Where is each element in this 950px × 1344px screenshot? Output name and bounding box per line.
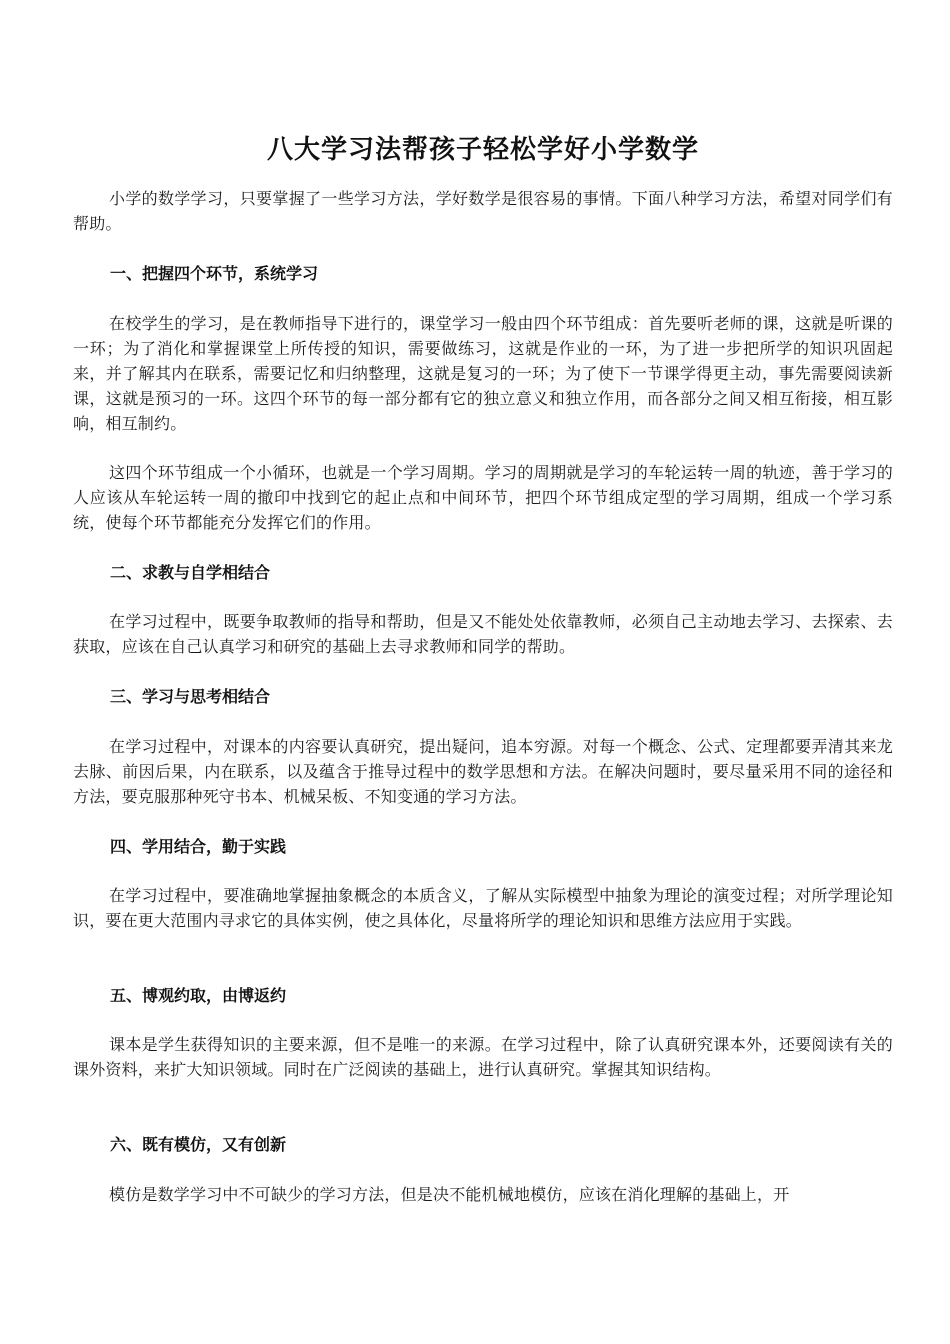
section-heading-5: 五、博观约取，由博返约: [110, 986, 287, 1005]
intro-paragraph: 小学的数学学习，只要掌握了一些学习方法，学好数学是很容易的事情。下面八种学习方法，希望对同学们有帮助。: [73, 189, 893, 233]
section-4-paragraph-1: 在学习过程中，要准确地掌握抽象概念的本质含义，了解从实际模型中抽象为理论的演变过程；对所学理论知识，要在更大范围内寻求它的具体实例，使之具体化，尽量将所学的理论知识和思维方法应用于实践。: [73, 886, 893, 930]
section-1-paragraph-1: 在校学生的学习，是在教师指导下进行的，课堂学习一般由四个环节组成：首先要听老师的课，这就是听课的一环；为了消化和掌握课堂上所传授的知识，需要做练习，这就是作业的一环，为了进一步把所学的知识巩固起来，并了解其内在联系，需要记忆和归纳整理，这就是复习的一环；为了使下一节课学得更主动，事先需要阅读新课，这就是预习的一环。这四个环节的每一部分都有它的独立意义和独立作用，而各部分之间又相互衔接，相互影响，相互制约。: [73, 314, 893, 433]
section-heading-4: 四、学用结合，勤于实践: [110, 837, 287, 856]
page-title: 八大学习法帮孩子轻松学好小学数学: [266, 135, 699, 165]
section-heading-6: 六、既有模仿，又有创新: [110, 1135, 287, 1154]
section-6-paragraph-1: 模仿是数学学习中不可缺少的学习方法，但是决不能机械地模仿，应该在消化理解的基础上，开: [109, 1185, 790, 1204]
section-heading-1: 一、把握四个环节，系统学习: [110, 264, 319, 283]
section-heading-3: 三、学习与思考相结合: [110, 687, 271, 706]
section-heading-2: 二、求教与自学相结合: [110, 563, 271, 582]
section-3-paragraph-1: 在学习过程中，对课本的内容要认真研究，提出疑问，追本穷源。对每一个概念、公式、定理都要弄清其来龙去脉、前因后果，内在联系，以及蕴含于推导过程中的数学思想和方法。在解决问题时，要尽量采用不同的途径和方法，要克服那种死守书本、机械呆板、不知变通的学习方法。: [73, 737, 893, 806]
section-2-paragraph-1: 在学习过程中，既要争取教师的指导和帮助，但是又不能处处依靠教师，必须自己主动地去学习、去探索、去获取，应该在自己认真学习和研究的基础上去寻求教师和同学的帮助。: [73, 612, 893, 656]
section-1-paragraph-2: 这四个环节组成一个小循环，也就是一个学习周期。学习的周期就是学习的车轮运转一周的轨迹，善于学习的人应该从车轮运转一周的撤印中找到它的起止点和中间环节，把四个环节组成定型的学习周期，组成一个学习系统，使每个环节都能充分发挥它们的作用。: [73, 463, 893, 532]
section-5-paragraph-1: 课本是学生获得知识的主要来源，但不是唯一的来源。在学习过程中，除了认真研究课本外，还要阅读有关的课外资料，来扩大知识领域。同时在广泛阅读的基础上，进行认真研究。掌握其知识结构。: [73, 1035, 893, 1079]
